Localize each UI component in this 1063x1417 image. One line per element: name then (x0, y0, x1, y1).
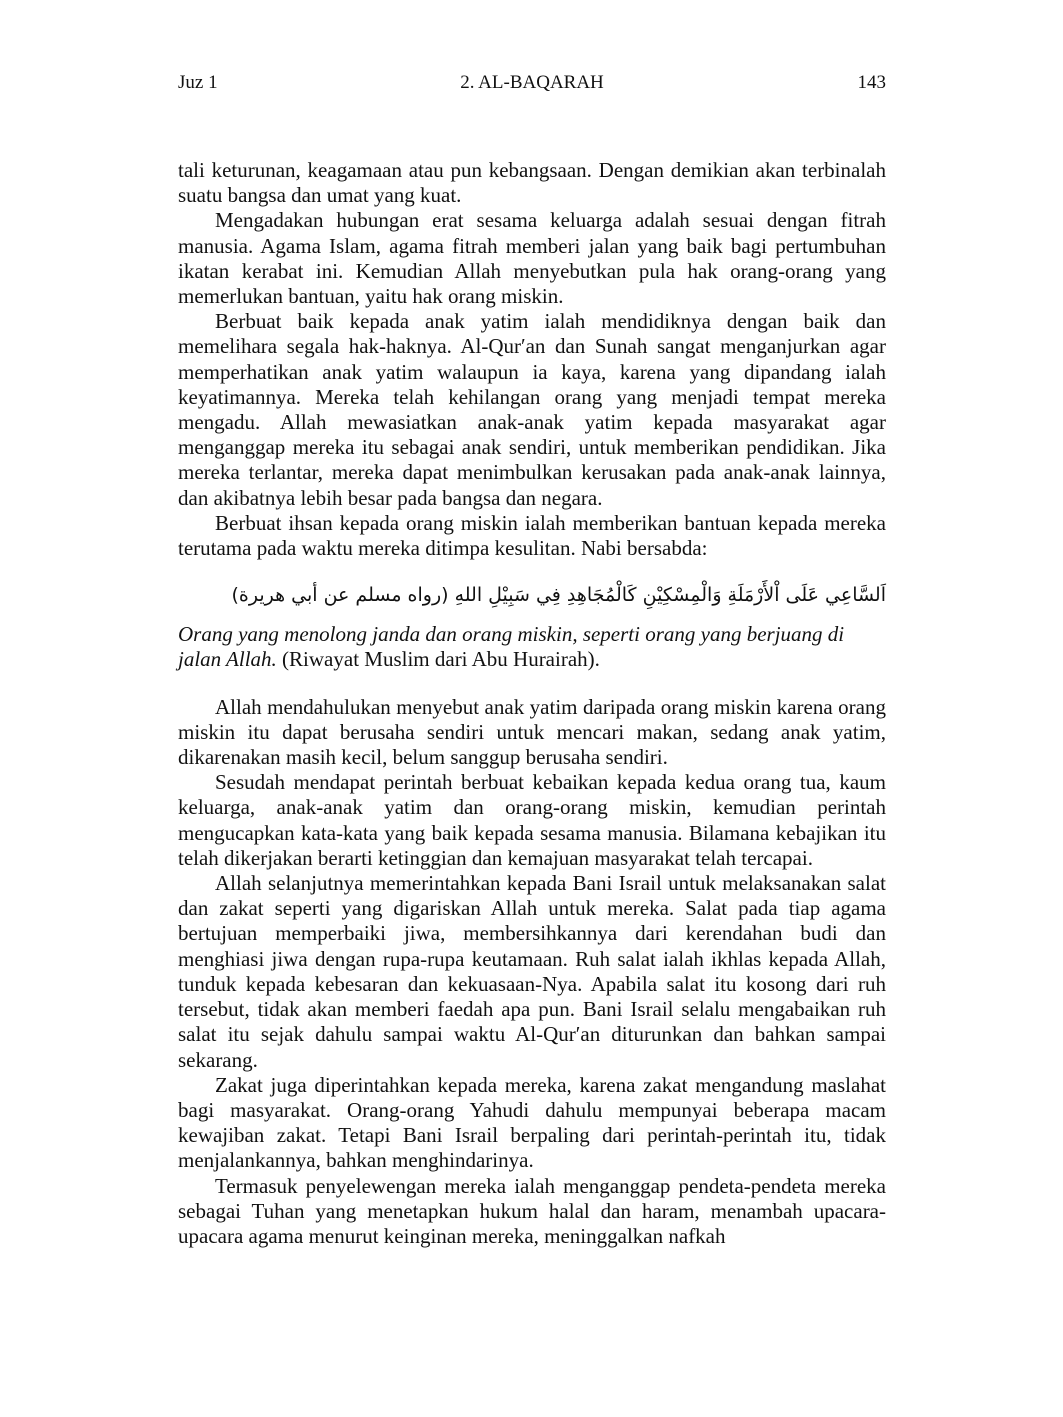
paragraph: Allah selanjutnya memerintahkan kepada Bani Israil untuk melaksanakan salat dan zakat seperti yang digariskan Allah untuk mereka. Salat pada tiap agama bertujuan memperbaiki jiwa, membersihkannya dari kerendahan budi dan menghiasi jiwa dengan rupa-rupa keutamaan. Ruh salat ialah ikhlas kepada Allah, tunduk kepada kebesaran dan kekuasaan-Nya. Apabila salat itu kosong dari ruh tersebut, tidak akan memberi faedah apa pun. Bani Israil selalu mengabaikan ruh salat itu sejak dahulu sampai waktu Al-Qur′an diturunkan dan bahkan sampai sekarang. (178, 871, 886, 1072)
paragraph: Mengadakan hubungan erat sesama keluarga adalah sesuai dengan fitrah manusia. Agama Islam, agama fitrah memberi jalan yang baik bagi pertumbuhan ikatan kerabat ini. Kemudian Allah menyebutkan pula hak orang-orang yang memerlukan bantuan, yaitu hak orang miskin. (178, 208, 886, 309)
hadith-translation-text: Orang yang menolong janda dan orang miskin, seperti orang yang berjuang di jalan Allah. (178, 622, 845, 672)
paragraph: Berbuat baik kepada anak yatim ialah mendidiknya dengan baik dan memelihara segala hak-haknya. Al-Qur′an dan Sunah sangat menganjurkan agar memperhatikan anak yatim walaupun ia kaya, karena yang dipandang ialah keyatimannya. Mereka telah kehilangan orang yang menjadi tempat mereka mengadu. Allah mewasiatkan anak-anak yatim kepada masyarakat agar menganggap mereka itu sebagai anak sendiri, untuk memberikan pendidikan. Jika mereka terlantar, mereka dapat menimbulkan kerusakan pada anak-anak lainnya, dan akibatnya lebih besar pada bangsa dan negara. (178, 309, 886, 510)
paragraph: Berbuat ihsan kepada orang miskin ialah memberikan bantuan kepada mereka terutama pada waktu mereka ditimpa kesulitan. Nabi bersabda: (178, 510, 886, 561)
paragraph: Sesudah mendapat perintah berbuat kebaikan kepada kedua orang tua, kaum keluarga, anak-anak yatim dan orang-orang miskin, kemudian perintah mengucapkan kata-kata yang baik kepada sesama manusia. Bilamana kebajikan itu telah dikerjakan berarti ketinggian dan kemajuan masyarakat telah tercapai. (178, 770, 886, 870)
paragraph: Termasuk penyelewengan mereka ialah menganggap pendeta-pendeta mereka sebagai Tuhan yang menetapkan hukum halal dan haram, menambah upacara-upacara agama menurut keinginan mereka, meninggalkan nafkah (178, 1173, 886, 1248)
page-body (178, 158, 886, 1249)
hadith-arabic-text: اَلسَّاعِي عَلَى اْلأَرْمَلَةِ وَالْمِسْكِيْنِ كَالْمُجَاهِدِ فِي سَبِيْلِ اللهِ (رواه مسلم عن أبي هريرة) (231, 584, 886, 607)
page-header (178, 72, 886, 100)
paragraph: Allah mendahulukan menyebut anak yatim daripada orang miskin karena orang miskin itu dapat berusaha sendiri untuk mencari makan, sedang anak yatim, dikarenakan masih kecil, belum sanggup berusaha sendiri. (178, 694, 886, 770)
hadith-source: (Riwayat Muslim dari Abu Hurairah). (282, 647, 600, 672)
hadith-translation (178, 622, 886, 672)
page-number: 143 (857, 72, 886, 93)
surah-title: 2. AL-BAQARAH (460, 72, 604, 93)
paragraph-continued: tali keturunan, keagamaan atau pun kebangsaan. Dengan demikian akan terbinalah suatu bangsa dan umat yang kuat. (178, 158, 886, 208)
juz-label: Juz 1 (178, 72, 218, 93)
paragraph: Zakat juga diperintahkan kepada mereka, karena zakat mengandung maslahat bagi masyarakat. Orang-orang Yahudi dahulu mempunyai beberapa macam kewajiban zakat. Tetapi Bani Israil berpaling dari perintah-perintah itu, tidak menjalankannya, bahkan menghindarinya. (178, 1072, 886, 1173)
